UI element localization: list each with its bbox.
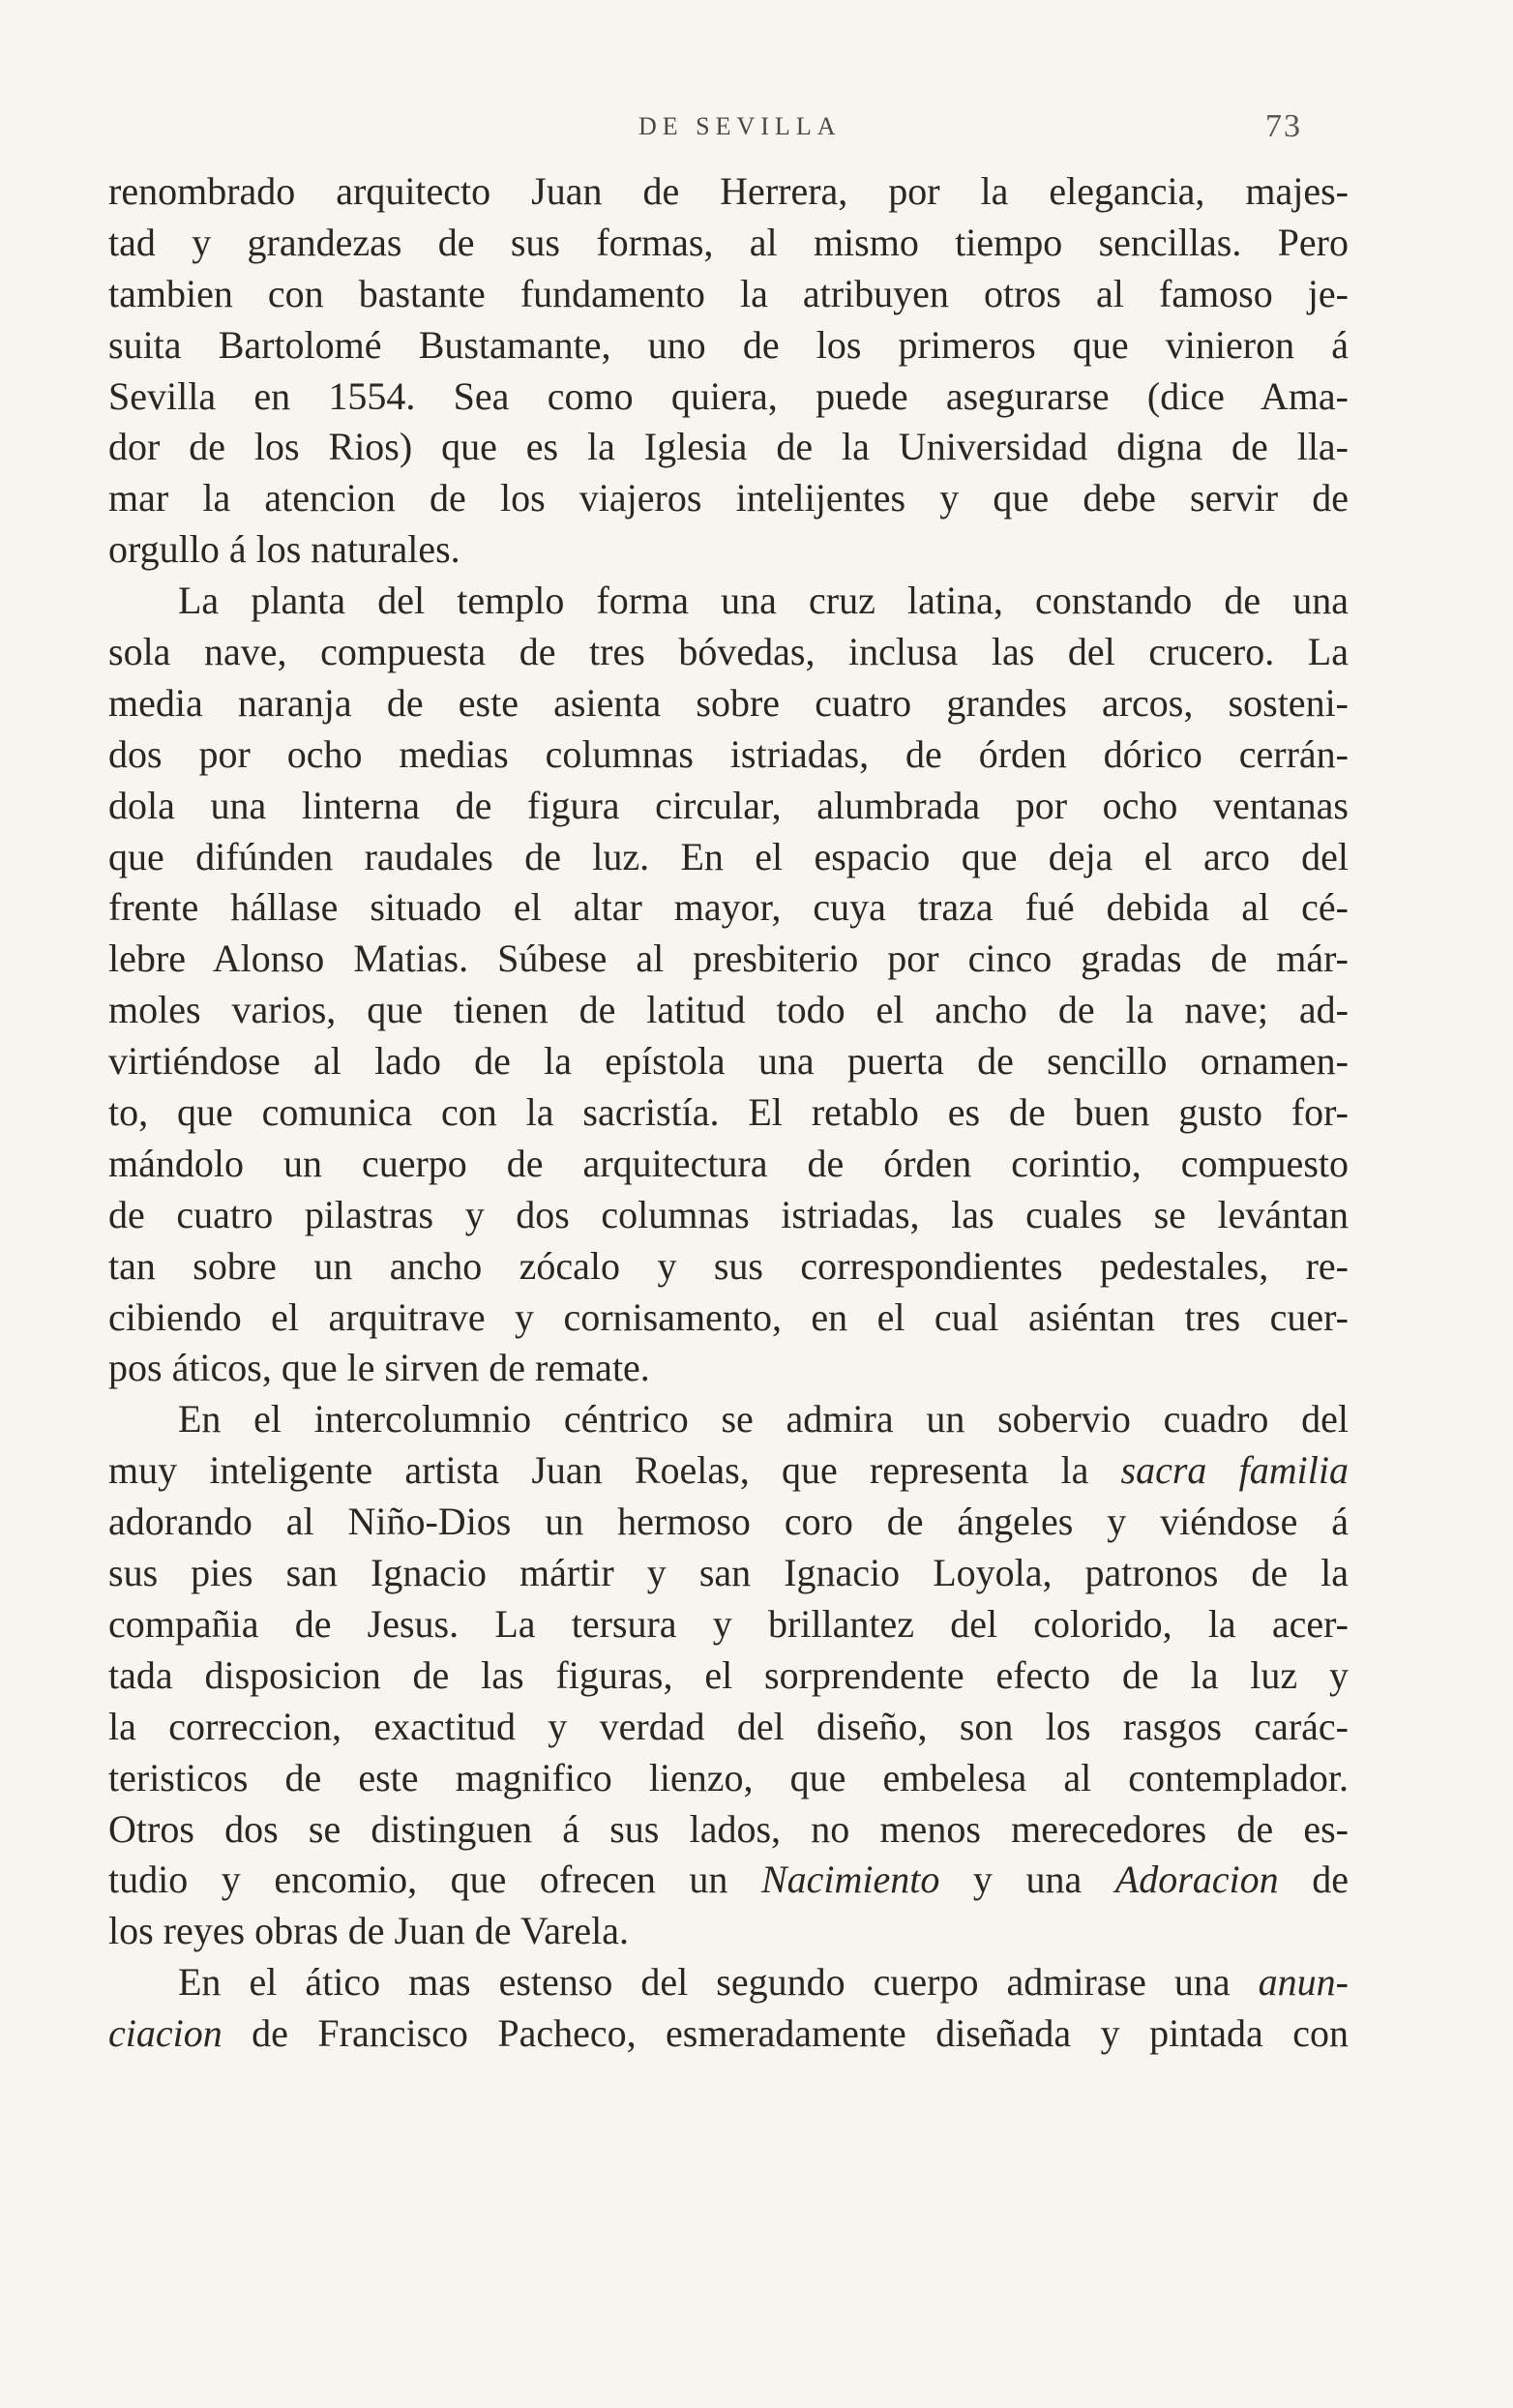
italic-title: ciacion: [108, 2011, 222, 2056]
text-line: los reyes obras de Juan de Varela.: [108, 1909, 629, 1953]
text-run: de: [1278, 1858, 1349, 1902]
text-line: suita Bartolomé Bustamante, uno de los primeros que vinieron á: [108, 322, 1349, 367]
text-line: La planta del templo forma una cruz latina, constando de una: [178, 579, 1349, 623]
text-line: Sevilla en 1554. Sea como quiera, puede asegurarse (dice Ama-: [108, 373, 1349, 418]
text-line: [108, 2008, 1349, 2060]
text-line: adorando al Niño-Dios un hermoso coro de ángeles y viéndose á: [108, 1500, 1349, 1544]
text-line: pos áticos, que le sirven de remate.: [108, 1346, 650, 1390]
page-number: 73: [1265, 108, 1302, 144]
text-line: teristicos de este magnifico lienzo, que embelesa al contemplador.: [108, 1755, 1349, 1799]
italic-title: Adoracion: [1114, 1858, 1279, 1902]
text-run: de Francisco Pacheco, esmeradamente diseñada y pintada con: [222, 2011, 1349, 2056]
italic-title: Nacimiento: [760, 1858, 940, 1902]
text-line: dos por ocho medias columnas istriadas, de órden dórico cerrán-: [108, 731, 1349, 776]
text-line: que difúnden raudales de luz. En el espacio que deja el arco del: [108, 834, 1349, 878]
text-line: cibiendo el arquitrave y cornisamento, en el cual asiéntan tres cuer-: [108, 1294, 1349, 1339]
text-line: tan sobre un ancho zócalo y sus correspondientes pedestales, re-: [108, 1243, 1349, 1288]
text-line: Otros dos se distinguen á sus lados, no menos merecedores de es-: [108, 1806, 1349, 1851]
running-head: DE SEVILLA: [638, 112, 842, 140]
text-line: tambien con bastante fundamento la atribuyen otros al famoso je-: [108, 271, 1349, 315]
italic-title: anun-: [1258, 1960, 1349, 2005]
text-line: tada disposicion de las figuras, el sorprendente efecto de la luz y: [108, 1652, 1349, 1697]
text-run: muy inteligente artista Juan Roelas, que representa la: [108, 1448, 1121, 1493]
text-line: media naranja de este asienta sobre cuatro grandes arcos, sosteni-: [108, 680, 1349, 725]
text-run: En el ático mas estenso del segundo cuerpo admirase una: [178, 1960, 1259, 2005]
text-line: frente hállase situado el altar mayor, cuya traza fué debida al cé-: [108, 885, 1349, 930]
text-line: dor de los Rios) que es la Iglesia de la Universidad digna de lla-: [108, 425, 1349, 469]
text-line: la correccion, exactitud y verdad del diseño, son los rasgos carác-: [108, 1704, 1349, 1748]
text-line: [108, 1445, 1349, 1497]
text-line: sola nave, compuesta de tres bóvedas, inclusa las del crucero. La: [108, 630, 1349, 674]
text-line: renombrado arquitecto Juan de Herrera, por la elegancia, majes-: [108, 169, 1349, 213]
text-line: to, que comunica con la sacristía. El retablo es de buen gusto for-: [108, 1090, 1349, 1135]
text-line: compañia de Jesus. La tersura y brillantez del colorido, la acer-: [108, 1601, 1349, 1646]
text-line: orgullo á los naturales.: [108, 527, 460, 572]
text-line: sus pies san Ignacio mártir y san Ignacio Loyola, patronos de la: [108, 1551, 1349, 1595]
text-line: moles varios, que tienen de latitud todo el ancho de la nave; ad-: [108, 988, 1349, 1032]
text-line: mar la atencion de los viajeros intelijentes y que debe servir de: [108, 476, 1349, 520]
text-line: virtiéndose al lado de la epístola una puerta de sencillo ornamen-: [108, 1039, 1349, 1084]
text-run: tudio y encomio, que ofrecen un: [108, 1858, 761, 1902]
body-text: [108, 166, 1349, 2060]
text-line: mándolo un cuerpo de arquitectura de órden corintio, compuesto: [108, 1141, 1349, 1185]
italic-title: sacra familia: [1120, 1448, 1349, 1493]
text-line: dola una linterna de figura circular, alumbrada por ocho ventanas: [108, 783, 1349, 827]
text-line: [108, 1957, 1349, 2008]
text-run: y una: [939, 1858, 1115, 1902]
text-line: [108, 1855, 1349, 1906]
text-line: En el intercolumnio céntrico se admira un sobervio cuadro del: [178, 1397, 1349, 1442]
text-line: tad y grandezas de sus formas, al mismo tiempo sencillas. Pero: [108, 220, 1349, 264]
text-line: de cuatro pilastras y dos columnas istriadas, las cuales se levántan: [108, 1192, 1349, 1236]
text-line: lebre Alonso Matias. Súbese al presbiterio por cinco gradas de már-: [108, 936, 1349, 981]
